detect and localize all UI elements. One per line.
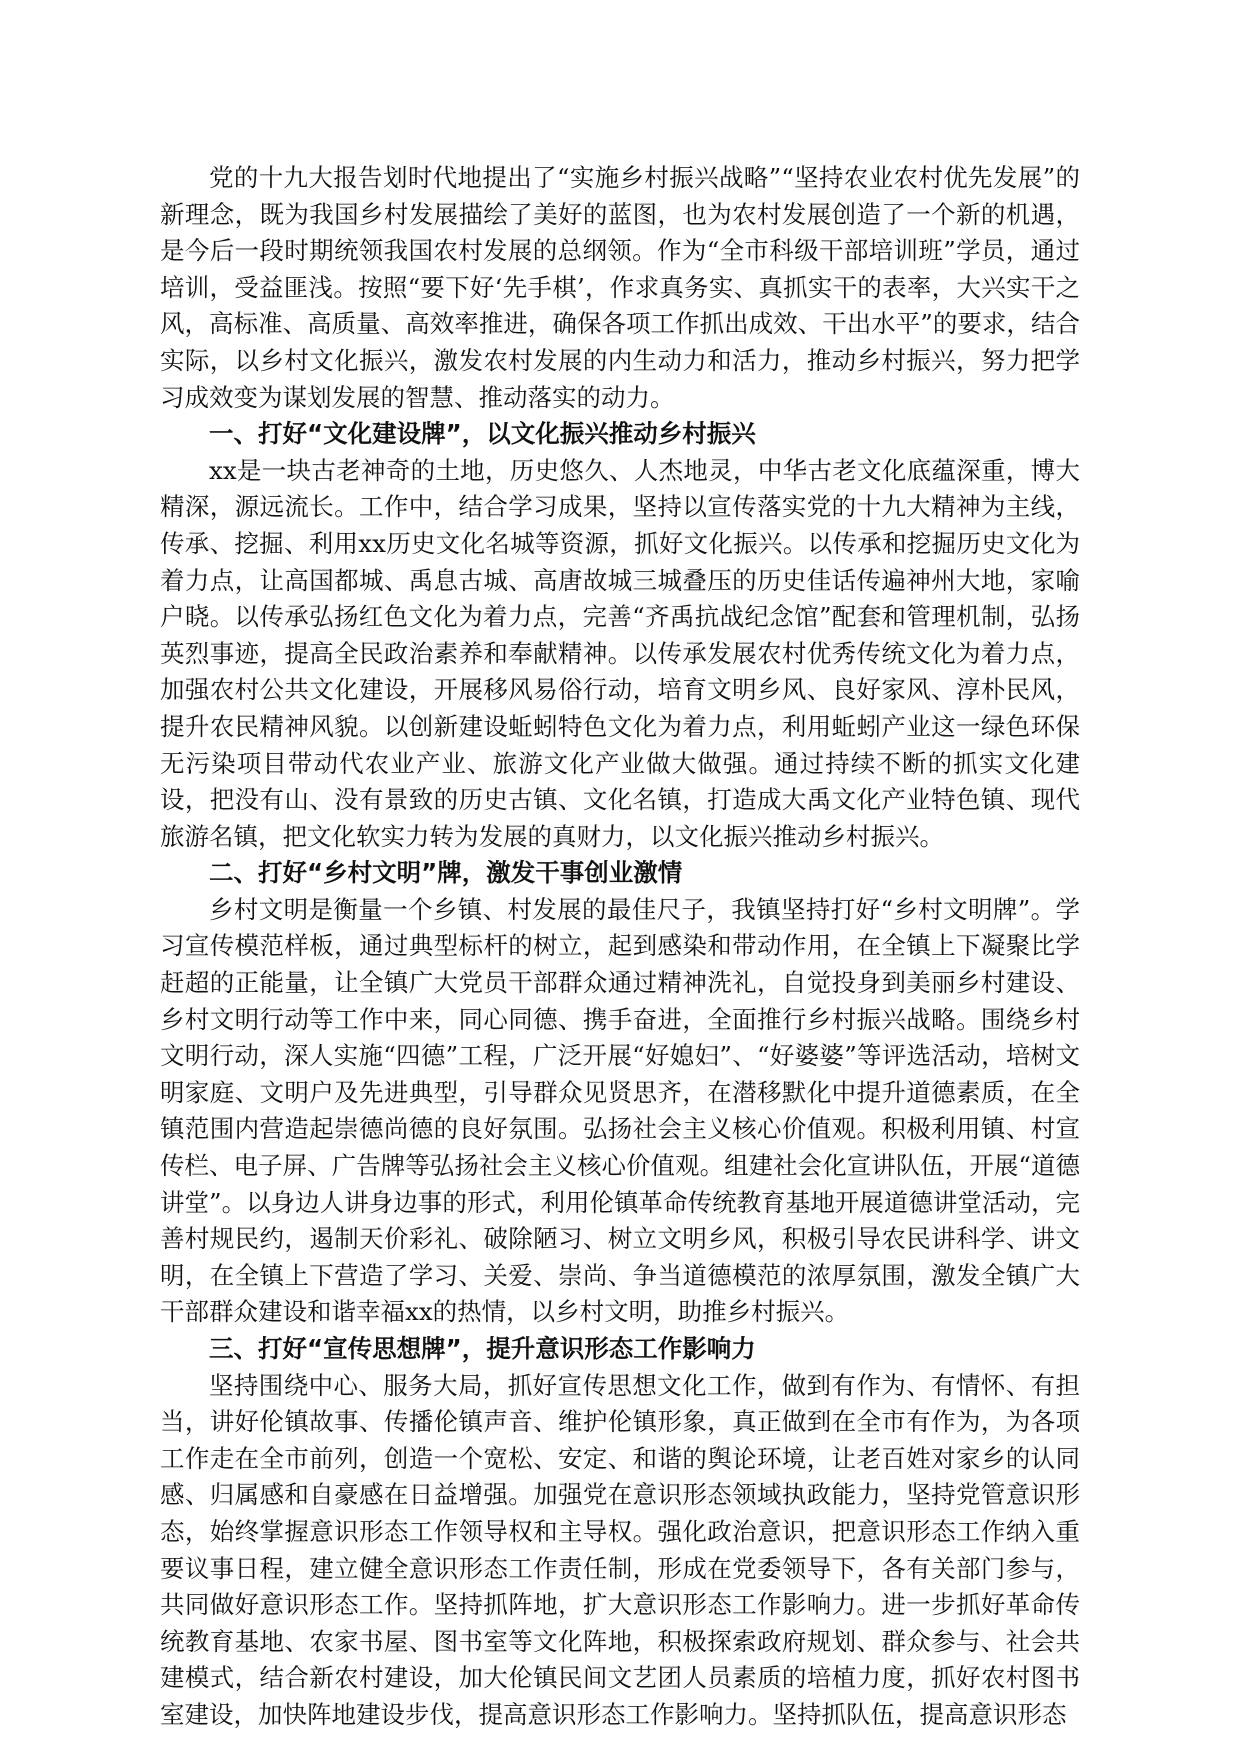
section-3-body: 坚持围绕中心、服务大局，抓好宣传思想文化工作，做到有作为、有情怀、有担当，讲好伦镇故事、传播伦镇声音、维护伦镇形象，真正做到在全市有作为，为各项工作走在全市前列，创造一个宽松、安定、和谐的舆论环境，让老百姓对家乡的认同感、归属感和自豪感在日益增强。加强党在意识形态领域执政能力，坚持党管意识形态，始终掌握意识形态工作领导权和主导权。强化政治意识，把意识形态工作纳入重要议事日程，建立健全意识形态工作责任制，形成在党委领导下，各有关部门参与，共同做好意识形态工作。坚持抓阵地，扩大意识形态工作影响力。进一步抓好革命传统教育基地、农家书屋、图书室等文化阵地，积极探索政府规划、群众参与、社会共建模式，结合新农村建设，加大伦镇民间文艺团人员素质的培植力度，抓好农村图书室建设，加快阵地建设步伐，提高意识形态工作影响力。坚持抓队伍，提高意识形态 — [160, 1370, 1080, 1729]
section-3-heading: 三、打好“宣传思想牌”，提升意识形态工作影响力 — [209, 1334, 756, 1363]
document-page — [160, 160, 1080, 1734]
section-2-heading: 二、打好“乡村文明”牌，激发干事创业激情 — [209, 858, 683, 888]
section-2-body: 乡村文明是衡量一个乡镇、村发展的最佳尺子，我镇坚持打好“乡村文明牌”。学习宣传模范样板，通过典型标杆的树立，起到感染和带动作用，在全镇上下凝聚比学赶超的正能量，让全镇广大党员干部群众通过精神洗礼，自觉投身到美丽乡村建设、乡村文明行动等工作中来，同心同德、携手奋进，全面推行乡村振兴战略。围绕乡村文明行动，深人实施“四德”工程，广泛开展“好媳妇”、“好婆婆”等评选活动，培树文明家庭、文明户及先进典型，引导群众见贤思齐，在潜移默化中提升道德素质，在全镇范围内营造起崇德尚德的良好氛围。弘扬社会主义核心价值观。积极利用镇、村宣传栏、电子屏、广告牌等弘扬社会主义核心价值观。组建社会化宣讲队伍，开展“道德讲堂”。以身边人讲身边事的形式，利用伦镇革命传统教育基地开展道德讲堂活动，完善村规民约，遏制天价彩礼、破除陋习、树立文明乡风，积极引导农民讲科学、讲文明，在全镇上下营造了学习、关爱、崇尚、争当道德模范的浓厚氛围，激发全镇广大干部群众建设和谐幸福xx的热情，以乡村文明，助推乡村振兴。 — [160, 894, 1080, 1327]
section-1-heading: 一、打好“文化建设牌”，以文化振兴推动乡村振兴 — [209, 419, 756, 449]
intro-paragraph: 党的十九大报告划时代地提出了“实施乡村振兴战略”“坚持农业农村优先发展”的新理念，既为我国乡村发展描绘了美好的蓝图，也为农村发展创造了一个新的机遇，是今后一段时期统领我国农村发展的总纲领。作为“全市科级干部培训班”学员，通过培训，受益匪浅。按照“要下好‘先手棋’，作求真务实、真抓实干的表率，大兴实干之风，高标准、高质量、高效率推进，确保各项工作抓出成效、干出水平”的要求，结合实际，以乡村文化振兴，激发农村发展的内生动力和活力，推动乡村振兴，努力把学习成效变为谋划发展的智慧、推动落实的动力。 — [160, 163, 1080, 412]
section-1-body: xx是一块古老神奇的土地，历史悠久、人杰地灵，中华古老文化底蕴深重，博大精深，源远流长。工作中，结合学习成果，坚持以宣传落实党的十九大精神为主线，传承、挖掘、利用xx历史文化名城等资源，抓好文化振兴。以传承和挖掘历史文化为着力点，让高国都城、禹息古城、高唐故城三城叠压的历史佳话传遍神州大地，家喻户晓。以传承弘扬红色文化为着力点，完善“齐禹抗战纪念馆”配套和管理机制，弘扬英烈事迹，提高全民政治素养和奉献精神。以传承发展农村优秀传统文化为着力点，加强农村公共文化建设，开展移风易俗行动，培育文明乡风、良好家风、淳朴民风，提升农民精神风貌。以创新建设蚯蚓特色文化为着力点，利用蚯蚓产业这一绿色环保无污染项目带动代农业产业、旅游文化产业做大做强。通过持续不断的抓实文化建设，把没有山、没有景致的历史古镇、文化名镇，打造成大禹文化产业特色镇、现代旅游名镇，把文化软实力转为发展的真财力，以文化振兴推动乡村振兴。 — [160, 455, 1080, 851]
